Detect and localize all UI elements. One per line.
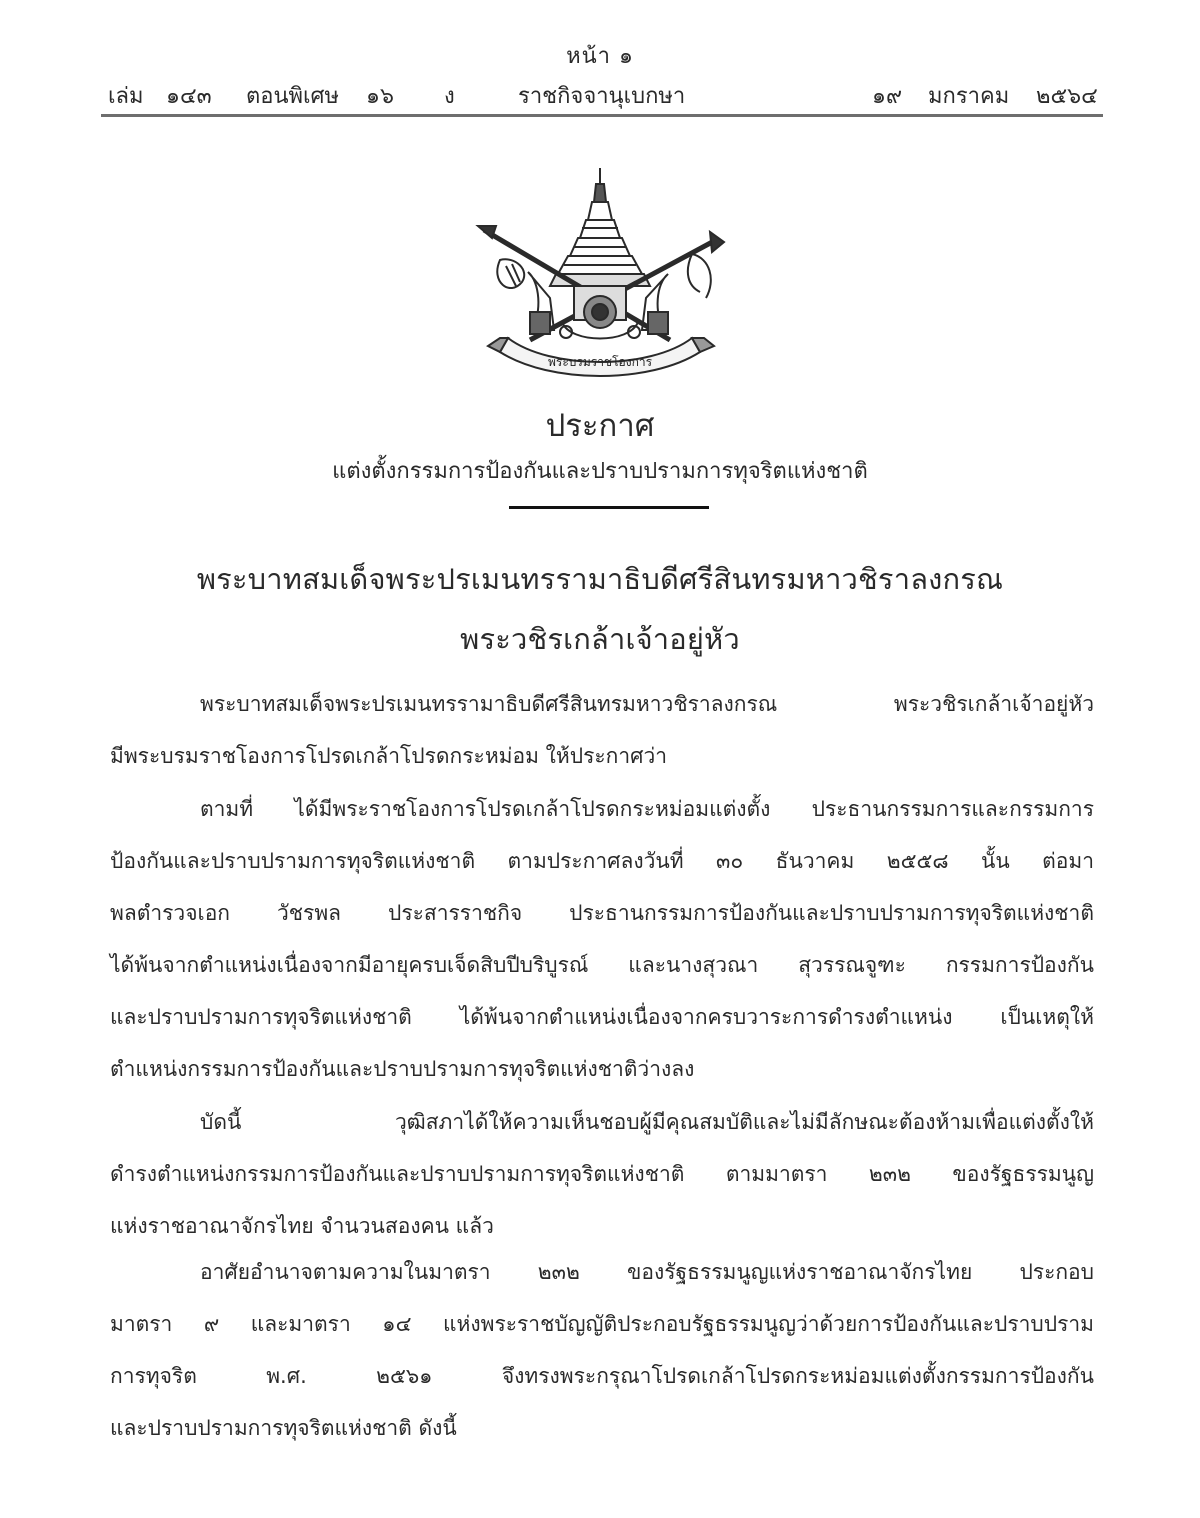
royal-garuda-emblem-icon (470, 162, 730, 377)
gazette-header (108, 78, 1102, 110)
body-line: ดำรงตำแหน่งกรรมการป้องกันและปราบปรามการทุจริตแห่งชาติ ตามมาตรา ๒๓๒ ของรัฐธรรมนูญ (110, 1162, 1094, 1186)
body-line: ตำแหน่งกรรมการป้องกันและปราบปรามการทุจริตแห่งชาติว่างลง (110, 1057, 695, 1081)
date-month: มกราคม (928, 84, 1010, 109)
page-number: หน้า ๑ (566, 44, 634, 69)
body-line: และปราบปรามการทุจริตแห่งชาติ ได้พ้นจากตำแหน่งเนื่องจากครบวาระการดำรงตำแหน่ง เป็นเหตุให้ (110, 1005, 1094, 1029)
body-line: พลตำรวจเอก วัชรพล ประสารราชกิจ ประธานกรรมการป้องกันและปราบปรามการทุจริตแห่งชาติ (110, 901, 1094, 925)
body-line: ป้องกันและปราบปรามการทุจริตแห่งชาติ ตามประกาศลงวันที่ ๓๐ ธันวาคม ๒๕๕๘ นั้น ต่อมา (110, 849, 1094, 873)
volume-number: ๑๔๓ (166, 84, 212, 109)
body-line: และปราบปรามการทุจริตแห่งชาติ ดังนี้ (110, 1416, 457, 1440)
body-line: แห่งราชอาณาจักรไทย จำนวนสองคน แล้ว (110, 1214, 494, 1238)
publication-name: ราชกิจจานุเบกษา (518, 84, 686, 109)
body-line: พระบาทสมเด็จพระปรเมนทรรามาธิบดีศรีสินทรมหาวชิราลงกรณ พระวชิรเกล้าเจ้าอยู่หัว (200, 692, 1094, 716)
document-type-heading: ประกาศ (545, 408, 655, 444)
body-line: ตามที่ ได้มีพระราชโองการโปรดเกล้าโปรดกระหม่อมแต่งตั้ง ประธานกรรมการและกรรมการ (200, 797, 1094, 821)
royal-title-line-1: พระบาทสมเด็จพระปรเมนทรรามาธิบดีศรีสินทรมหาวชิราลงกรณ (196, 562, 1004, 596)
section-letter: ง (444, 84, 455, 109)
header-divider (101, 114, 1103, 117)
title-divider (509, 506, 709, 509)
body-line: บัดนี้ วุฒิสภาได้ให้ความเห็นชอบผู้มีคุณสมบัติและไม่มีลักษณะต้องห้ามเพื่อแต่งตั้งให้ (200, 1110, 1094, 1134)
document-subject: แต่งตั้งกรรมการป้องกันและปราบปรามการทุจริตแห่งชาติ (332, 459, 868, 484)
issue-label: ตอนพิเศษ (246, 84, 340, 109)
body-line: มาตรา ๙ และมาตรา ๑๔ แห่งพระราชบัญญัติประกอบรัฐธรรมนูญว่าด้วยการป้องกันและปราบปราม (110, 1312, 1094, 1336)
royal-title-line-2: พระวชิรเกล้าเจ้าอยู่หัว (460, 622, 740, 656)
body-line: ได้พ้นจากตำแหน่งเนื่องจากมีอายุครบเจ็ดสิบปีบริบูรณ์ และนางสุวณา สุวรรณจูฑะ กรรมการป้องกัน (110, 953, 1094, 977)
emblem-ribbon-text: พระบรมราชโองการ (547, 355, 653, 369)
issue-number: ๑๖ (366, 84, 394, 109)
body-line: การทุจริต พ.ศ. ๒๕๖๑ จึงทรงพระกรุณาโปรดเกล้าโปรดกระหม่อมแต่งตั้งกรรมการป้องกัน (110, 1364, 1094, 1388)
body-line: มีพระบรมราชโองการโปรดเกล้าโปรดกระหม่อม ให้ประกาศว่า (110, 744, 668, 768)
date-year: ๒๕๖๔ (1036, 84, 1098, 109)
volume-label: เล่ม (108, 84, 144, 109)
body-line: อาศัยอำนาจตามความในมาตรา ๒๓๒ ของรัฐธรรมนูญแห่งราชอาณาจักรไทย ประกอบ (200, 1260, 1094, 1284)
date-day: ๑๙ (872, 84, 903, 109)
